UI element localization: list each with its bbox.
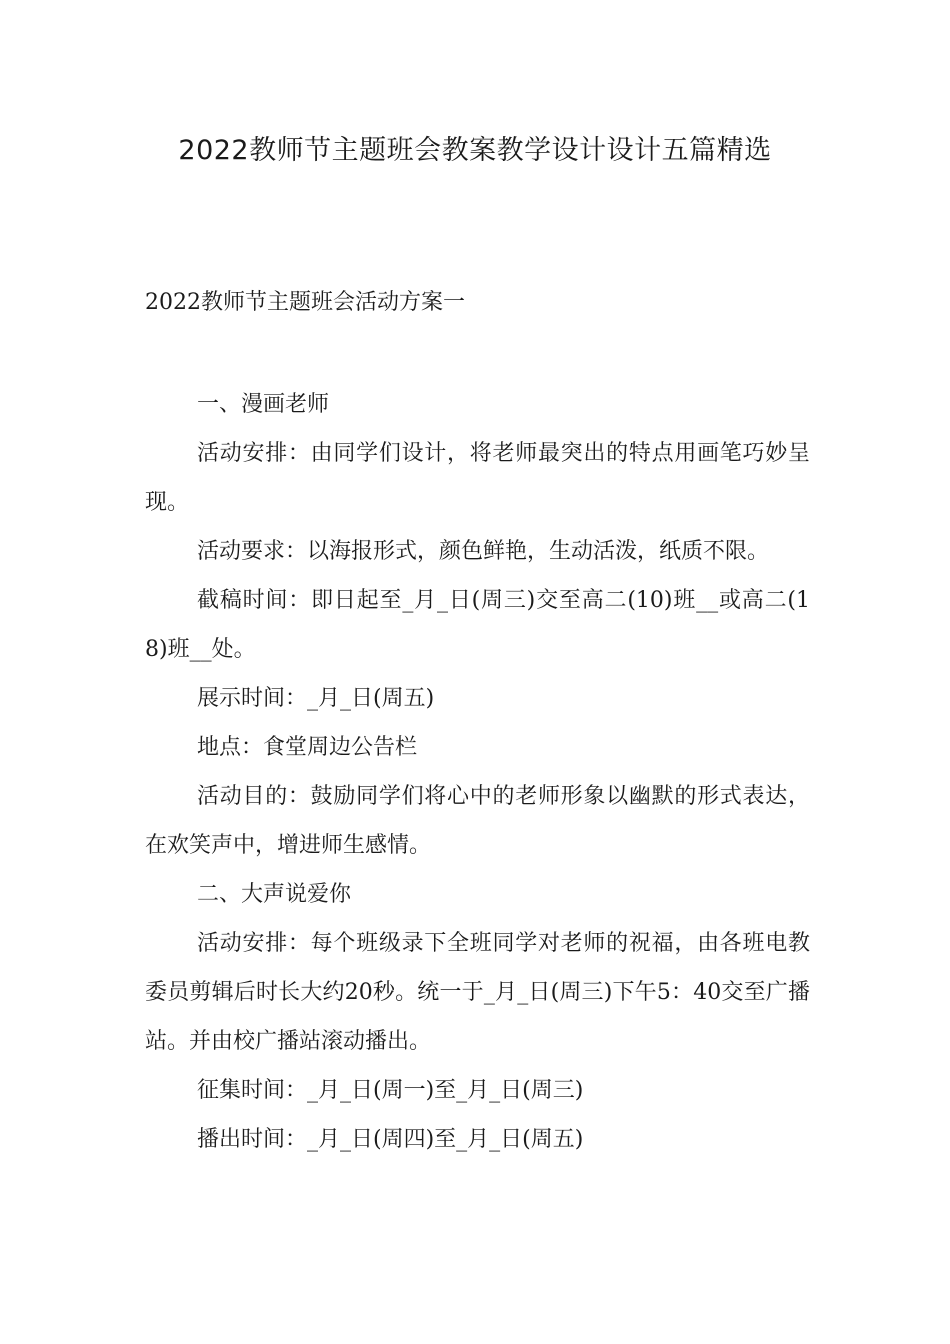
section-title: 2022教师节主题班会活动方案一 xyxy=(145,290,465,315)
heading-dasheng-shuo-aini: 二、大声说爱你 xyxy=(197,882,352,907)
paragraph-collection-time: 征集时间：_月_日(周一)至_月_日(周三) xyxy=(197,1078,584,1103)
paragraph-activity-arrangement-2: 活动安排：每个班级录下全班同学对老师的祝福，由各班电教委员剪辑后时长大约20秒。统一于_月_日(周三)下午5：40交至广播站。并由校广播站滚动播出。 xyxy=(145,931,810,1054)
paragraph-activity-requirements: 活动要求：以海报形式，颜色鲜艳，生动活泼，纸质不限。 xyxy=(197,539,770,564)
paragraph-activity-arrangement-1: 活动安排：由同学们设计，将老师最突出的特点用画笔巧妙呈现。 xyxy=(145,441,810,515)
paragraph-broadcast-time: 播出时间：_月_日(周四)至_月_日(周五) xyxy=(197,1127,584,1152)
paragraph-deadline: 截稿时间：即日起至_月_日(周三)交至高二(10)班__或高二(18)班__处。 xyxy=(145,588,810,662)
heading-manhua-laoshi: 一、漫画老师 xyxy=(197,392,330,417)
document-body xyxy=(145,380,810,1164)
paragraph-location: 地点：食堂周边公告栏 xyxy=(197,735,418,760)
document-title: 2022教师节主题班会教案教学设计设计五篇精选 xyxy=(178,135,772,166)
paragraph-activity-purpose: 活动目的：鼓励同学们将心中的老师形象以幽默的形式表达，在欢笑声中，增进师生感情。 xyxy=(145,784,810,858)
paragraph-display-time: 展示时间：_月_日(周五) xyxy=(197,686,435,711)
